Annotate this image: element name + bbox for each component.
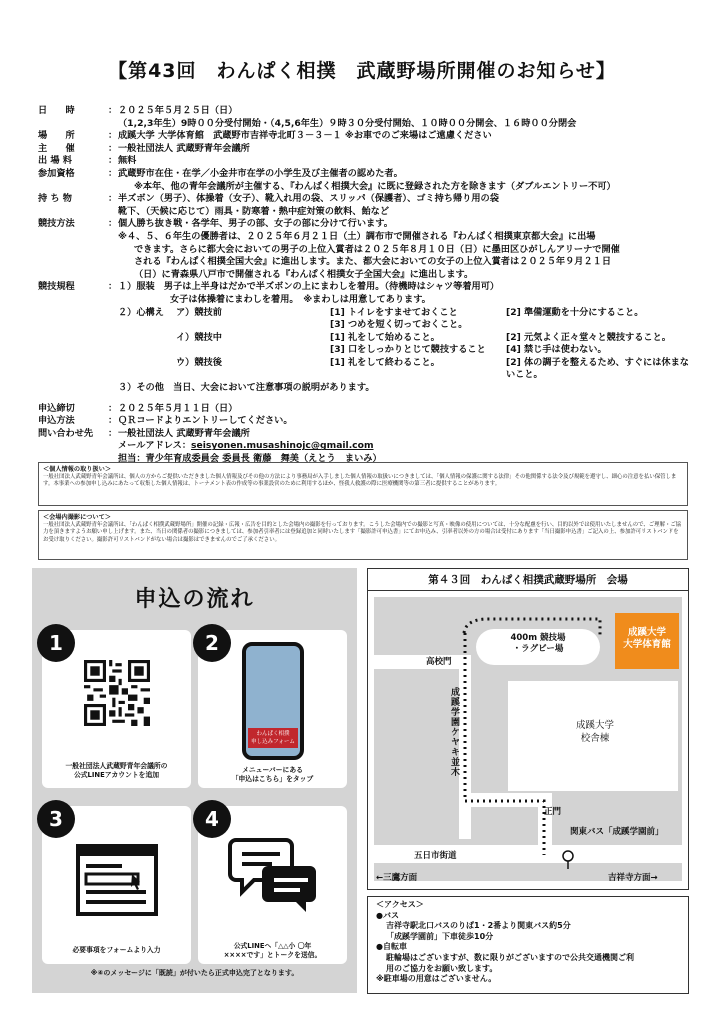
step-2-card <box>198 630 347 788</box>
items-value: 半ズボン（男子）、体操着（女子）、靴入れ用の袋、スリッパ（保護者）、ゴミ持ち帰り用の袋 <box>118 193 499 205</box>
bicycle-line-1: 駐輪場はございますが、数に限りがございますので公共交通機関ご利 <box>386 952 634 962</box>
privacy-box <box>38 462 688 506</box>
left-direction-label: ←三鷹方面 <box>376 873 418 883</box>
method-note-3: される『わんぱく相撲全国大会』に進出します。また、都大会においての女子の上位入賞者は２０２５年９月２１日 <box>134 256 612 268</box>
smartphone-icon <box>242 642 304 760</box>
deadline-value: ２０２５年５月１１日（日） <box>118 402 238 414</box>
main-gate-label: 正門 <box>544 807 562 817</box>
avenue-label: 成蹊学園ケヤキ並木 <box>449 687 459 777</box>
step-1-number: 1 <box>37 624 75 662</box>
step-4-number: 4 <box>193 800 231 838</box>
step-2-caption-1: メニューバーにある <box>242 766 303 774</box>
items-label: 持 ち 物 <box>38 193 72 205</box>
bus-stop-label: 関東バス「成蹊学園前」 <box>570 827 664 837</box>
rule-2b-head: イ）競技中 <box>176 331 222 343</box>
photo-body: 一般社団法人武蔵野青年会議所は、「わんぱく相撲武蔵野場所」開催の記録・広報・広告を目的とした会場内の撮影を行っております。こうした会場内での撮影と写真・映像の使用については、十分な配慮を行い、目的以外では使用いたしませんので、ご理解・ご協力を頂きますようお願い申し上げます。また、当日の関係者の撮影につきましては、参加者引率者には登録追加と同時いたします「撮影許可申込書」にてお申込み、引率者以外の方の場合は受付にあります「当日撮影申込書」ご記入の上、参加許可リストバンドをお受け取りください。撮影許可リストバンドがない場合は撮影はできませんのでご了承ください。 <box>43 522 682 543</box>
step-3-card <box>42 806 191 964</box>
rule-1: １）服装 男子は上半身はだかで半ズボンの上にまわしを着用。（待機時はシャツ等着用可） <box>118 281 500 293</box>
parking-note: ※駐車場の用意はございません。 <box>376 974 497 984</box>
rule-2b-1: [1] 礼をして始めること。 <box>330 331 440 343</box>
bicycle-line-2: 用のご協力をお願い致します。 <box>386 963 498 973</box>
deadline-label: 申込締切 <box>38 402 75 414</box>
rules-label: 競技規程 <box>38 281 75 293</box>
rule-2a-3: [3] つめを短く切っておくこと。 <box>330 319 468 331</box>
venue-map <box>367 568 689 890</box>
rule-2-head: ２）心構え <box>118 306 164 318</box>
rule-1b: 女子は体操着にまわしを着用。 ※まわしは用意してあります。 <box>170 293 431 305</box>
place-label: 場 所 <box>38 130 75 142</box>
contact-row: 問い合わせ先 ： 一般社団法人 武蔵野青年会議所 <box>38 428 698 441</box>
person-in-charge: 担当：青少年育成委員会 委員長 衛藤 舞美（えとう まいみ） <box>118 453 382 465</box>
privacy-title: ＜個人情報の取り扱い＞ <box>43 466 112 473</box>
method-row: 競技方法 ： 個人勝ち抜き戦・各学年、男子の部、女子の部に分けて行います。 <box>38 218 698 231</box>
form-input-icon <box>76 844 158 916</box>
campus-label: 成蹊大学 校舎棟 <box>575 720 614 744</box>
step-4-card <box>198 806 347 964</box>
rule-2b-4: [4] 禁じ手は使わない。 <box>506 344 607 356</box>
step-4-caption-1: 公式LINEへ「△△小 〇年 <box>233 942 312 950</box>
rule-2c-head: ウ）競技後 <box>176 356 222 368</box>
mail-link[interactable]: seisyonen.musashinojc@gmail.com <box>191 440 374 452</box>
page-title: 【第43回 わんぱく相撲 武蔵野場所開催のお知らせ】 <box>108 60 616 82</box>
rules-row: 競技規程 ： １）服装 男子は上半身はだかで半ズボンの上にまわしを着用。（待機時はシャツ等着用可） <box>38 281 698 294</box>
event-info <box>38 105 698 466</box>
photo-box <box>38 510 688 560</box>
high-school-gate-label: 高校門 <box>426 657 452 667</box>
bus-heading: ●バス <box>376 910 399 920</box>
contact-value: 一般社団法人 武蔵野青年会議所 <box>118 427 250 439</box>
qr-code-icon[interactable] <box>84 660 150 726</box>
step-1-card <box>42 630 191 788</box>
rule-2b-3: [3] 口をしっかりとじて競技すること <box>330 344 486 356</box>
mail-row <box>38 440 698 453</box>
field-label: 400m 競技場 ・ラグビー場 <box>510 633 566 654</box>
rule-2c-2: [2] 体の調子を整えるため、すぐには休まないこと。 <box>506 356 689 381</box>
step-3-caption: 必要事項をフォームより入力 <box>72 946 161 954</box>
step-4-caption-2: ××××です」とトークを送信。 <box>223 951 322 959</box>
rule-2a-2: [2] 準備運動を十分にすること。 <box>506 306 644 318</box>
step-1-caption-2: 公式LINEアカウントを追加 <box>73 771 160 779</box>
fee-label: 出 場 料 <box>38 155 72 167</box>
flow-title: 申込の流れ <box>134 587 255 612</box>
photo-title: ＜会場内撮影について＞ <box>43 514 111 521</box>
flow-note: ※④のメッセージに「既読」が付いたら正式申込完了となります。 <box>90 969 299 977</box>
map-title: 第４３回 わんぱく相撲武蔵野場所 会場 <box>368 569 688 591</box>
mail-label: メールアドレス： <box>118 440 192 452</box>
qualification-note: ※本年、他の青年会議所が主催する、『わんぱく相撲大会』に既に登録された方を除きます（ダブルエントリー不可） <box>134 180 616 192</box>
rule-2a-1: [1] トイレをすませておくこと <box>330 306 458 318</box>
step-3-number: 3 <box>37 800 75 838</box>
gym-building <box>615 613 679 669</box>
date-row: 日 時 ： ２０２５年５月２５日（日） <box>38 105 698 118</box>
apply-value: ＱＲコードよりエントリーしてください。 <box>118 415 293 427</box>
items-row: 持 ち 物 ： 半ズボン（男子）、体操着（女子）、靴入れ用の袋、スリッパ（保護者）、ゴミ持ち帰り用の袋 <box>38 193 698 206</box>
host-value: 一般社団法人 武蔵野青年会議所 <box>118 142 250 154</box>
date-value: ２０２５年５月２５日（日） <box>118 105 238 116</box>
apply-row: 申込方法 ： ＱＲコードよりエントリーしてください。 <box>38 415 698 428</box>
qualification-value: 武蔵野市在住・在学／小金井市在学の小学生及び主催者の認めた者。 <box>118 167 403 179</box>
host-row: 主 催 ： 一般社団法人 武蔵野青年会議所 <box>38 143 698 156</box>
road-label: 五日市街道 <box>414 851 457 861</box>
bus-line-1: 吉祥寺駅北口バスのりば1・2番より関東バス約5分 <box>386 921 571 931</box>
items-value-2: 靴下、（天候に応じて）雨具・防寒着・熱中症対策の飲料、飴など <box>118 205 390 217</box>
place-value: 成蹊大学 大学体育館 武蔵野市吉祥寺北町３－３－１ ※お車でのご来場はご遠慮ください <box>118 130 492 142</box>
access-info <box>367 896 689 994</box>
privacy-body: 一般社団法人武蔵野青年会議所は、個人の方からご提供いただきました個人情報及びその他の方法により事務局が入手しました個人情報の取扱いにつきましては、「個人情報の保護に関する法律」その他関係する法令及び規範を遵守し、細心の注意を払い保管します。本事業への参加申し込みにあたって収集した個人情報は、トーナメント表の作成等の事業設営のために利用するほか、怪我人救護の際に医療機関等の第三者に提供することがあります。 <box>43 474 677 488</box>
method-note-2: できます。さらに都大会においての男子の上位入賞者は２０２５年８月１０日（日）に墨田区ひがしんアリーナで開催 <box>134 243 620 255</box>
host-label: 主 催 <box>38 142 75 154</box>
contact-label: 問い合わせ先 <box>38 427 94 439</box>
step-2-caption-2: 「申込はこちら」をタップ <box>231 775 314 783</box>
method-note-4: （日）に青森県八戸市で開催される『わんぱく相撲女子全国大会』に進出します。 <box>134 268 474 280</box>
apply-label: 申込方法 <box>38 415 75 427</box>
bus-line-2: 「成蹊学園前」下車徒歩10分 <box>386 931 494 941</box>
gym-label-1: 成蹊大学 <box>627 627 666 638</box>
step-1-caption-1: 一般社団法人武蔵野青年会議所の <box>65 762 168 770</box>
fee-row: 出 場 料 ： 無料 <box>38 155 698 168</box>
method-note-1: ※４、５、６年生の優勝者は、２０２５年６月２１日（土）調布市で開催される『わんぱく相撲東京都大会』に出場 <box>118 230 596 242</box>
date-label: 日 時 <box>38 105 75 116</box>
rule-2c-1: [1] 礼をして終わること。 <box>330 356 440 368</box>
bicycle-heading: ●自転車 <box>376 942 407 952</box>
rule-2a-head: ア）競技前 <box>176 306 222 318</box>
qualification-label: 参加資格 <box>38 167 75 179</box>
deadline-row: 申込締切 ： ２０２５年５月１１日（日） <box>38 403 698 416</box>
date-detail: （1,2,3年生）9時００分受付開始・（4,5,6年生）９時３０分受付開始、１０時００分開会、１６時００分閉会 <box>118 117 577 129</box>
step-2-number: 2 <box>193 624 231 662</box>
access-title: ＜アクセス＞ <box>376 900 424 909</box>
rule-3: ３）その他 当日、大会において注意事項の説明があります。 <box>118 382 375 394</box>
right-direction-label: 吉祥寺方面→ <box>608 873 658 883</box>
rule-2b-2: [2] 元気よく正々堂々と競技すること。 <box>506 331 671 343</box>
method-value: 個人勝ち抜き戦・各学年、男子の部、女子の部に分けて行います。 <box>118 218 393 230</box>
method-label: 競技方法 <box>38 218 75 230</box>
application-flow <box>32 568 357 993</box>
gym-label-2: 大学体育館 <box>623 639 671 650</box>
fee-value: 無料 <box>118 155 137 167</box>
qualification-row: 参加資格 ： 武蔵野市在住・在学／小金井市在学の小学生及び主催者の認めた者。 <box>38 168 698 181</box>
rules-grid <box>38 307 698 383</box>
form-menu-button[interactable]: わんぱく相撲 申し込みフォーム <box>248 728 298 748</box>
chat-bubbles-icon <box>228 836 318 916</box>
place-row: 場 所 ： 成蹊大学 大学体育館 武蔵野市吉祥寺北町３－３－１ ※お車でのご来場はご遠慮ください <box>38 130 698 143</box>
